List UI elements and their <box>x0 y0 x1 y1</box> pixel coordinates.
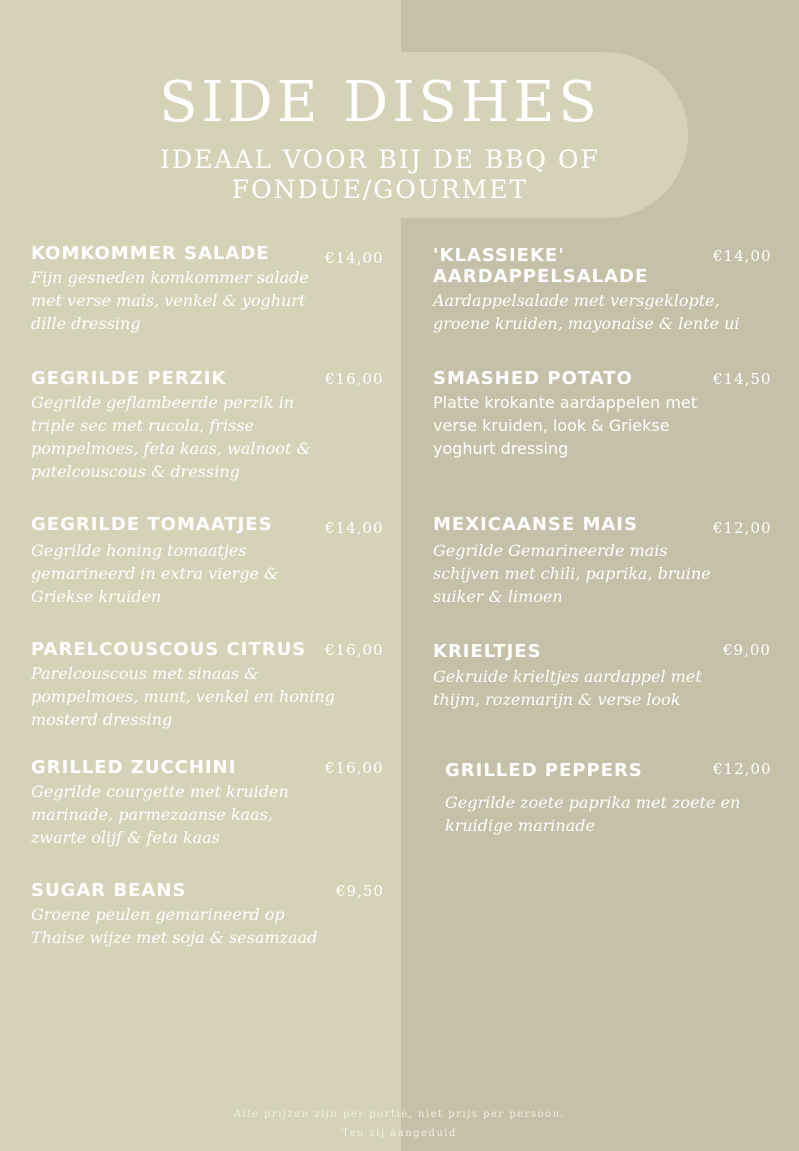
item-name: GEGRILDE PERZIK <box>31 368 227 389</box>
item-name-line: AARDAPPELSALADE <box>433 266 649 287</box>
description-line: met verse mais, venkel & yoghurt <box>31 291 306 310</box>
description-line: groene kruiden, mayonaise & lente ui <box>433 314 740 333</box>
description-line: thijm, rozemarijn & verse look <box>433 690 681 709</box>
description-line: marinade, parmezaanse kaas, <box>31 805 273 824</box>
description-line: schijven met chili, paprika, bruine <box>433 564 711 583</box>
description-line: verse kruiden, look & Griekse <box>433 416 670 435</box>
subtitle-line: FONDUE/GOURMET <box>231 175 529 204</box>
item-name: MEXICAANSE MAIS <box>433 514 638 535</box>
description-line: dille dressing <box>31 314 141 333</box>
description-line: Gegrilde zoete paprika met zoete en <box>445 793 741 812</box>
description-line: Thaise wijze met soja & sesamzaad <box>31 928 318 947</box>
item-description <box>445 791 785 837</box>
description-line: Parelcouscous met sinaas & <box>31 664 259 683</box>
description-line: Groene peulen gemarineerd op <box>31 905 285 924</box>
item-price: €16,00 <box>325 370 384 388</box>
item-description <box>433 391 773 460</box>
description-line: Gegrilde Gemarineerde mais <box>433 541 668 560</box>
item-description <box>433 289 783 335</box>
subtitle-line: IDEAAL VOOR BIJ DE BBQ OF <box>160 145 600 174</box>
description-line: pompelmoes, feta kaas, walnoot & <box>31 439 311 458</box>
item-price: €12,00 <box>713 760 772 778</box>
item-description <box>31 391 371 483</box>
item-name: GEGRILDE TOMAATJES <box>31 514 273 535</box>
description-line: Gekruide krieltjes aardappel met <box>433 667 702 686</box>
description-line: Platte krokante aardappelen met <box>433 393 698 412</box>
price-footnote <box>0 1105 799 1143</box>
item-description <box>31 266 371 335</box>
item-name: PARELCOUSCOUS CITRUS <box>31 639 307 660</box>
item-description <box>31 903 376 949</box>
description-line: Gegrilde geflambeerde perzik in <box>31 393 294 412</box>
description-line: suiker & limoen <box>433 587 563 606</box>
description-line: kruidige marinade <box>445 816 595 835</box>
item-name: KOMKOMMER SALADE <box>31 243 270 264</box>
page-subtitle <box>120 145 640 205</box>
item-price: €14,00 <box>325 249 384 267</box>
page-title: SIDE DISHES <box>159 70 601 135</box>
description-line: patelcouscous & dressing <box>31 462 240 481</box>
description-line: triple sec met rucola, frisse <box>31 416 254 435</box>
description-line: mosterd dressing <box>31 710 173 729</box>
description-line: Aardappelsalade met versgeklopte, <box>433 291 720 310</box>
item-name: SMASHED POTATO <box>433 368 633 389</box>
item-name: GRILLED ZUCCHINI <box>31 757 237 778</box>
item-description <box>31 662 381 731</box>
description-line: Griekse kruiden <box>31 587 162 606</box>
item-name: KRIELTJES <box>433 641 542 662</box>
item-description <box>433 665 773 711</box>
item-price: €16,00 <box>325 759 384 777</box>
item-price: €14,00 <box>713 247 772 265</box>
description-line: Fijn gesneden komkommer salade <box>31 268 309 287</box>
item-price: €14,00 <box>325 519 384 537</box>
item-description <box>31 780 371 849</box>
description-line: pompelmoes, munt, venkel en honing <box>31 687 335 706</box>
description-line: gemarineerd in extra vierge & <box>31 564 279 583</box>
item-name-line: 'KLASSIEKE' <box>433 245 565 266</box>
item-price: €16,00 <box>325 641 384 659</box>
description-line: Gegrilde courgette met kruiden <box>31 782 289 801</box>
item-price: €9,00 <box>723 641 771 659</box>
item-description <box>31 539 371 608</box>
item-price: €14,50 <box>713 370 772 388</box>
item-name: GRILLED PEPPERS <box>445 760 643 781</box>
item-description <box>433 539 773 608</box>
description-line: zwarte olijf & feta kaas <box>31 828 220 847</box>
footnote-line: Alle prijzen zijn per portie, niet prijs per persoon. <box>233 1109 566 1120</box>
item-price: €12,00 <box>713 519 772 537</box>
item-name <box>433 245 648 287</box>
item-price: €9,50 <box>336 882 384 900</box>
footnote-line: Ten zij aangeduid <box>342 1128 457 1139</box>
description-line: Gegrilde honing tomaatjes <box>31 541 247 560</box>
description-line: yoghurt dressing <box>433 439 569 458</box>
item-name: SUGAR BEANS <box>31 880 187 901</box>
